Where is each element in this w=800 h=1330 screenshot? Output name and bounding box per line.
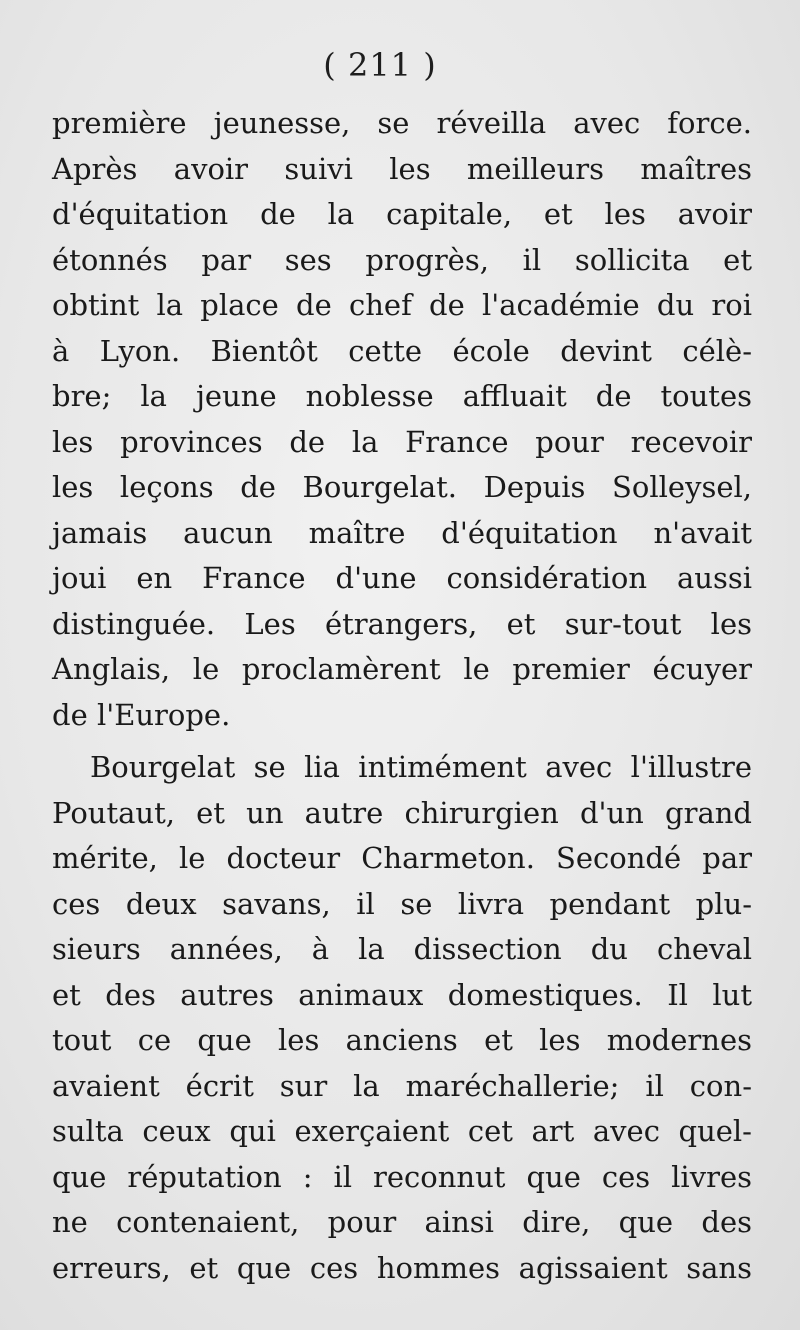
text-line: Après avoir suivi les meilleurs maîtres [52, 151, 752, 186]
text-line: erreurs, et que ces hommes agissaient sans [52, 1250, 752, 1285]
paragraph-1 [52, 101, 752, 738]
text-line: ne contenaient, pour ainsi dire, que des [52, 1205, 752, 1239]
text-line: mérite, le docteur Charmeton. Secondé par [52, 841, 752, 875]
text-line: sieurs années, à la dissection du cheval [52, 932, 752, 966]
text-line: de l'Europe. [52, 697, 231, 732]
text-line: jamais aucun maître d'équitation n'avait [52, 515, 752, 550]
text-line: à Lyon. Bientôt cette école devint célè- [52, 333, 752, 368]
paragraph-gap [52, 738, 752, 745]
text-line: que réputation : il reconnut que ces livres [52, 1159, 752, 1194]
text-line: joui en France d'une considération aussi [52, 561, 752, 595]
text-line: tout ce que les anciens et les modernes [52, 1023, 752, 1057]
text-line: première jeunesse, se réveilla avec force. [52, 106, 752, 140]
text-line: obtint la place de chef de l'académie du roi [52, 288, 752, 322]
text-line: d'équitation de la capitale, et les avoir [52, 197, 752, 231]
text-line: sulta ceux qui exerçaient cet art avec quel- [52, 1114, 752, 1148]
body-text [52, 101, 752, 1291]
text-line: bre; la jeune noblesse affluait de toutes [52, 379, 752, 413]
text-line: Bourgelat se lia intimément avec l'illustre [90, 750, 752, 784]
text-line: distinguée. Les étrangers, et sur-tout les [52, 606, 752, 641]
text-line: étonnés par ses progrès, il sollicita et [52, 242, 752, 277]
text-line: ces deux savans, il se livra pendant plu- [52, 886, 752, 921]
text-line: les provinces de la France pour recevoir [52, 424, 752, 459]
text-line: et des autres animaux domestiques. Il lut [52, 977, 752, 1012]
page-number: ( 211 ) [323, 46, 437, 84]
text-line: Poutaut, et un autre chirurgien d'un grand [52, 795, 752, 830]
text-line: Anglais, le proclamèrent le premier écuyer [52, 652, 752, 686]
text-line: avaient écrit sur la maréchallerie; il con- [52, 1068, 752, 1103]
paragraph-2 [52, 745, 752, 1291]
text-line: les leçons de Bourgelat. Depuis Solleysel, [52, 470, 752, 504]
